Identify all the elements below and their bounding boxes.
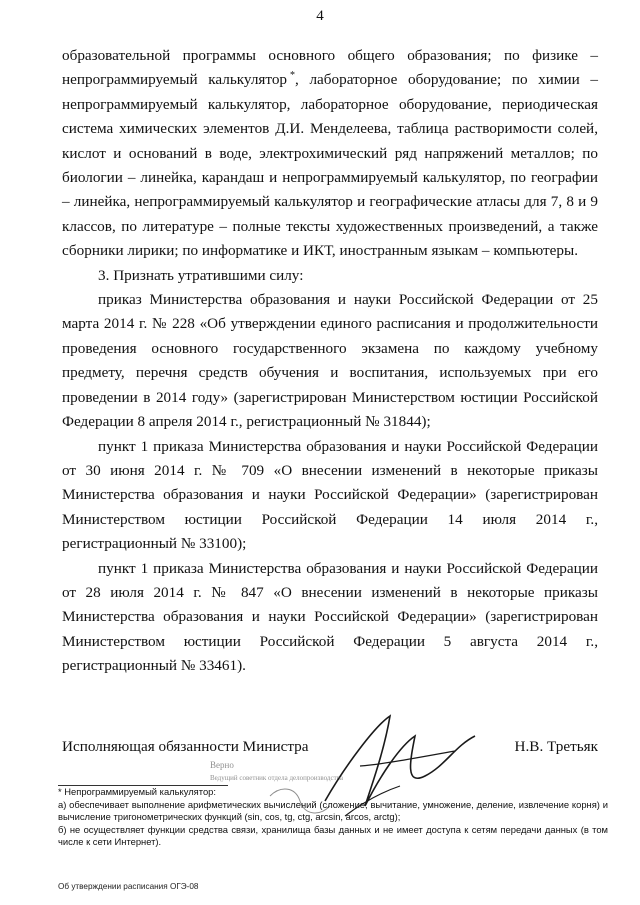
document-body — [62, 44, 598, 679]
paragraph-order-709: пункт 1 приказа Министерства образования и науки Российской Федерации от 30 июня 2014 г. № 709 «О внесении изменений в некоторые приказы Министерства образования и науки Российской Федерации» (зарегистрирован Министерством юстиции Российской Федерации 14 июля 2014 г., регистрационный № 33100); — [62, 437, 598, 553]
paragraph-item-3: 3. Признать утратившими силу: — [98, 266, 304, 284]
page-number: 4 — [316, 8, 324, 24]
signer-name: Н.В. Третьяк — [514, 738, 598, 755]
footnote — [58, 786, 608, 849]
paragraph-order-847: пункт 1 приказа Министерства образования и науки Российской Федерации от 28 июля 2014 г. № 847 «О внесении изменений в некоторые приказы Министерства образования и науки Российской Федерации» (зарегистрирован Министерством юстиции Российской Федерации 5 августа 2014 г., регистрационный № 33461). — [62, 559, 598, 675]
stamp-line-1: Верно — [210, 760, 234, 770]
signer-title: Исполняющая обязанности Министра — [62, 738, 309, 755]
paragraph-text: образовательной программы основного общего образования; по физике – непрограммируемый калькулятор — [62, 47, 598, 89]
footnote-reference: * — [290, 70, 296, 82]
paragraph-order-228: приказ Министерства образования и науки Российской Федерации от 25 марта 2014 г. № 228 «Об утверждении единого расписания и продолжительности проведения основного государственного экзамена по каждому учебному предмету, перечня средств обучения и воспитания, используемых при его проведении в 2014 году» (зарегистрирован Министерством юстиции Российской Федерации 8 апреля 2014 г., регистрационный № 31844); — [62, 291, 598, 431]
footnote-item-b: б) не осуществляет функции средства связи, хранилища базы данных и не имеет доступа к сетям передачи данных (в том числе к сети Интернет). — [58, 823, 608, 848]
document-footer: Об утверждении расписания ОГЭ-08 — [58, 882, 199, 891]
footnote-item-a: а) обеспечивает выполнение арифметических вычислений (сложение, вычитание, умножение, деление, извлечение корня) и вычисление тригонометрических функций (sin, cos, tg, ctg, arcsin, arcos, arctg); — [58, 798, 608, 823]
paragraph-exam-materials — [62, 44, 598, 264]
stamp-line-2: Ведущий советник отдела делопроизводства — [210, 774, 343, 782]
footnote-heading: * Непрограммируемый калькулятор: — [58, 786, 216, 797]
paragraph-text-continued: , лабораторное оборудование; по химии – непрограммируемый калькулятор, лабораторное оборудование, периодическая система химических элементов Д.И. Менделеева, таблица растворимости солей, кислот и оснований в воде, электрохимический ряд напряжений металлов; по биологии – линейка, карандаш и непрограммируемый калькулятор, по географии – линейка, непрограммируемый калькулятор и географические атласы для 7, 8 и 9 классов, по литературе – полные тексты художественных произведений, а также сборники лирики; по информатике и ИКТ, иностранным языкам – компьютеры. — [62, 71, 599, 260]
